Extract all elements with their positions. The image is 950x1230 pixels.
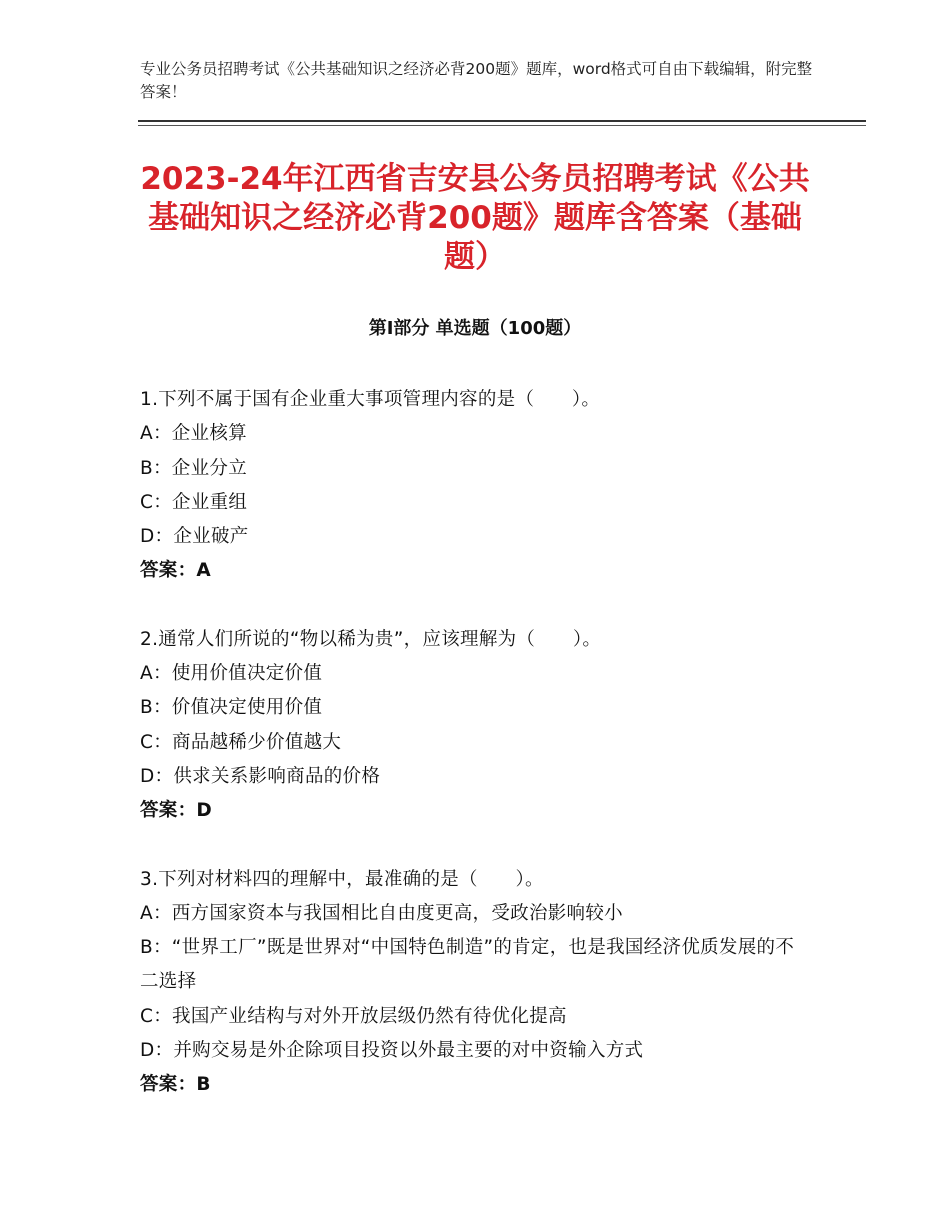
- option-d: D：供求关系影响商品的价格: [140, 765, 381, 787]
- answer: 答案：D: [140, 800, 213, 822]
- question-stem: 1.下列不属于国有企业重大事项管理内容的是（ ）。: [140, 389, 601, 410]
- answer: 答案：B: [140, 1074, 211, 1096]
- option-b: B：企业分立: [140, 457, 247, 479]
- option-d: D：并购交易是外企除项目投资以外最主要的对中资输入方式: [140, 1040, 644, 1062]
- option-a: A：西方国家资本与我国相比自由度更高，受政治影响较小: [140, 902, 623, 924]
- question-stem: 2.通常人们所说的“物以稀为贵”，应该理解为（ ）。: [140, 628, 602, 650]
- option-b: B：价值决定使用价值: [140, 697, 323, 719]
- header-note: 专业公务员招聘考试《公共基础知识之经济必背200题》题库，word格式可自由下载编辑，附完整答案！: [140, 60, 813, 101]
- option-c: C：商品越稀少价值越大: [140, 731, 342, 753]
- question-2: [140, 623, 810, 829]
- question-1: [140, 383, 810, 589]
- question-3: [140, 863, 810, 1103]
- header-divider-thin: [138, 125, 866, 126]
- option-a: A：企业核算: [140, 423, 247, 445]
- option-c: C：我国产业结构与对外开放层级仍然有待优化提高: [140, 1005, 567, 1027]
- option-a: A：使用价值决定价值: [140, 663, 323, 685]
- option-d: D：企业破产: [140, 526, 249, 548]
- option-c: C：企业重组: [140, 491, 248, 513]
- question-stem: 3.下列对材料四的理解中，最准确的是（ ）。: [140, 868, 544, 890]
- answer: 答案：A: [140, 560, 212, 582]
- header-divider-thick: [138, 120, 866, 122]
- option-b: B：“世界工厂”既是世界对“中国特色制造”的肯定，也是我国经济优质发展的不二选择: [140, 937, 795, 993]
- document-title: 2023-24年江西省吉安县公务员招聘考试《公共基础知识之经济必背200题》题库含答案（基础题）: [140, 161, 810, 275]
- question-list: [140, 383, 810, 1103]
- section-title: 第Ⅰ部分 单选题（100题）: [368, 318, 582, 339]
